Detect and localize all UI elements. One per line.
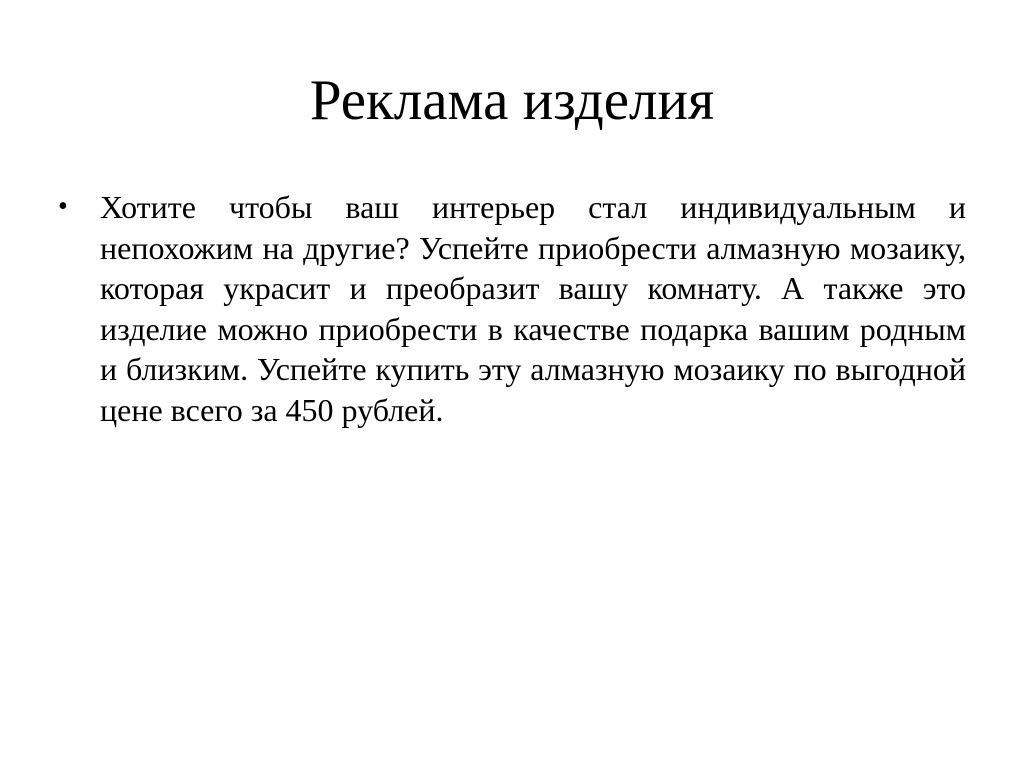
slide-title: Реклама изделия xyxy=(309,69,715,132)
bullet-list xyxy=(58,187,966,430)
bullet-marker: • xyxy=(58,191,68,222)
bullet-text: Хотите чтобы ваш интерьер стал индивидуальным и непохожим на другие? Успейте приобрести алмазную мозаику, которая украсит и преобразит вашу комнату. А также это изделие можно приобрести в качестве подарка вашим родным и близким. Успейте купить эту алмазную мозаику по выгодной цене всего за 450 рублей. xyxy=(100,189,966,428)
bullet-item xyxy=(58,187,966,430)
